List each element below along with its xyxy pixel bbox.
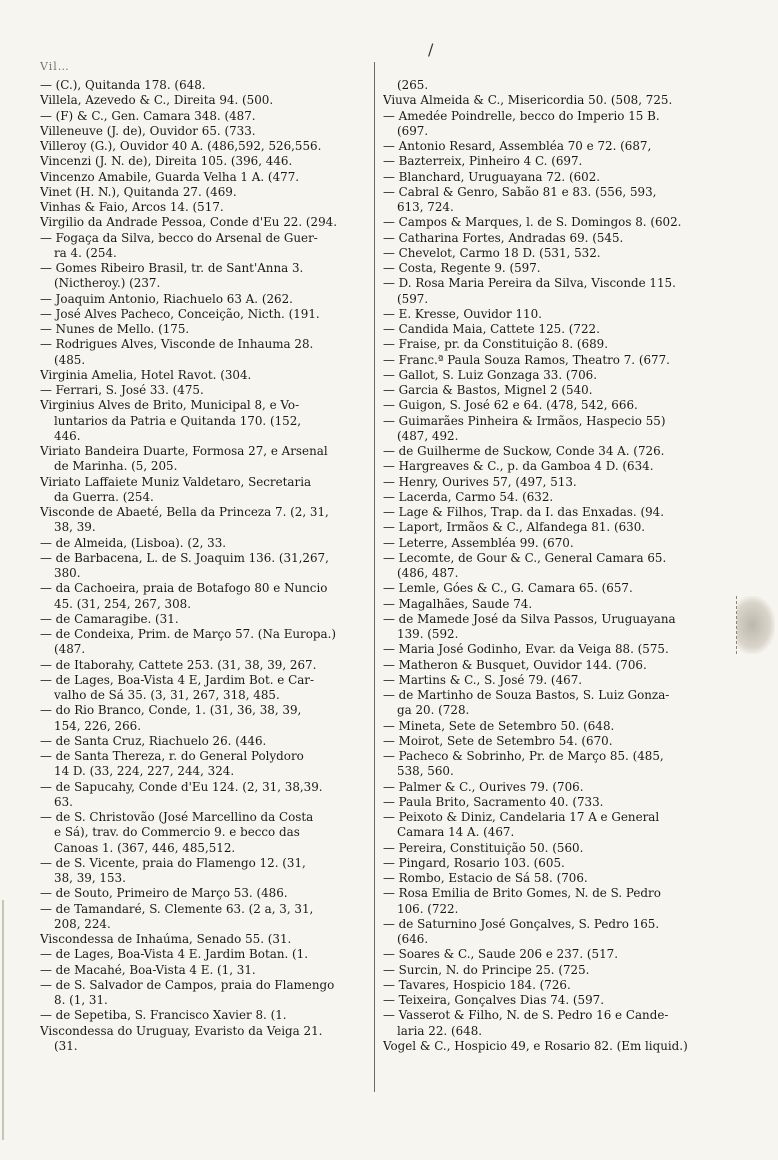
- directory-entry-line: — Rodrigues Alves, Visconde de Inhauma 28.: [40, 337, 314, 352]
- directory-entry-line: 154, 226, 266.: [54, 718, 141, 733]
- directory-entry-line: — Fraise, pr. da Constituição 8. (689.: [383, 337, 608, 352]
- directory-entry-line: — Guigon, S. José 62 e 64. (478, 542, 666.: [383, 398, 638, 413]
- directory-entry-line: (487, 492.: [397, 428, 459, 443]
- directory-entry-line: — E. Kresse, Ouvidor 110.: [383, 306, 542, 321]
- directory-entry-line: Viriato Laffaiete Muniz Valdetaro, Secretaria: [40, 474, 312, 489]
- directory-entry-line: Virginia Amelia, Hotel Ravot. (304.: [40, 367, 252, 382]
- directory-entry-line: — Ferrari, S. José 33. (475.: [40, 383, 204, 397]
- directory-entry-line: — Amedée Poindrelle, becco do Imperio 15 B.: [383, 108, 660, 123]
- directory-entry-line: — Lecomte, de Gour & C., General Camara 65.: [383, 550, 667, 565]
- directory-entry-line: — Leterre, Assembléa 99. (670.: [383, 535, 574, 550]
- directory-entry-line: — José Alves Pacheco, Conceição, Nicth. (191.: [40, 306, 320, 321]
- directory-entry-line: (31.: [54, 1038, 78, 1053]
- directory-entry-line: — Antonio Resard, Assembléa 70 e 72. (687,: [383, 139, 652, 153]
- directory-entry-line: — de Sepetiba, S. Francisco Xavier 8. (1.: [40, 1008, 287, 1023]
- directory-entry-line: — de Santa Thereza, r. do General Polydoro: [40, 749, 304, 763]
- pen-mark: /: [428, 40, 434, 59]
- directory-entry-line: Virgilio da Andrade Pessoa, Conde d'Eu 22. (294.: [40, 215, 338, 230]
- directory-entry-line: — Guimarães Pinheira & Irmãos, Haspecio 55): [383, 413, 666, 428]
- directory-entry-line: — de Saturnino José Gonçalves, S. Pedro 165.: [383, 916, 660, 931]
- directory-entry-line: — Surcin, N. do Principe 25. (725.: [383, 962, 590, 977]
- directory-entry-line: Viscondessa de Inhaúma, Senado 55. (31.: [40, 932, 292, 946]
- left-column: [40, 78, 370, 1054]
- directory-entry-line: — Magalhães, Saude 74.: [383, 596, 533, 611]
- directory-entry-line: — Lemle, Góes & C., G. Camara 65. (657.: [383, 581, 633, 596]
- directory-entry-line: — Bazterreix, Pinheiro 4 C. (697.: [383, 154, 583, 169]
- directory-entry-line: — Pereira, Constituição 50. (560.: [383, 840, 584, 855]
- directory-entry-line: — Costa, Regente 9. (597.: [383, 261, 541, 275]
- directory-entry-line: — de Condeixa, Prim. de Março 57. (Na Europa.): [40, 627, 337, 641]
- directory-entry-line: Viriato Bandeira Duarte, Formosa 27, e Arsenal: [40, 444, 328, 458]
- directory-entry-line: — Cabral & Genro, Sabão 81 e 83. (556, 593,: [383, 184, 657, 199]
- directory-entry-line: 8. (1, 31.: [54, 993, 108, 1007]
- directory-entry-line: — de Santa Cruz, Riachuelo 26. (446.: [40, 733, 267, 748]
- directory-entry-line: — de Mamede José da Silva Passos, Uruguayana: [383, 611, 676, 626]
- directory-entry-line: — de Souto, Primeiro de Março 53. (486.: [40, 886, 288, 901]
- directory-entry-line: Vincenzi (J. N. de), Direita 105. (396, 446.: [40, 154, 293, 169]
- directory-entry-line: — de Camaragibe. (31.: [40, 611, 179, 626]
- directory-entry-line: — Catharina Fortes, Andradas 69. (545.: [383, 230, 624, 245]
- directory-entry-line: — de Macahé, Boa-Vista 4 E. (1, 31.: [40, 962, 256, 977]
- directory-entry-line: — Blanchard, Uruguayana 72. (602.: [383, 169, 601, 184]
- directory-entry-line: Virginius Alves de Brito, Municipal 8, e Vo-: [40, 398, 300, 413]
- directory-entry-line: — Gomes Ribeiro Brasil, tr. de Sant'Anna 3.: [40, 261, 304, 275]
- directory-entry-line: ga 20. (728.: [397, 703, 470, 718]
- directory-entry-line: (485.: [54, 352, 86, 367]
- directory-entry-line: — Garcia & Bastos, Mignel 2 (540.: [383, 383, 593, 397]
- directory-entry-line: (597.: [397, 291, 429, 306]
- directory-entry-line: — Henry, Ourives 57, (497, 513.: [383, 474, 577, 489]
- directory-entry-line: — Vasserot & Filho, N. de S. Pedro 16 e Cande-: [383, 1008, 669, 1023]
- directory-entry-line: Vogel & C., Hospicio 49, e Rosario 82. (Em liquid.): [383, 1038, 688, 1053]
- directory-entry-line: — de Almeida, (Lisboa). (2, 33.: [40, 535, 227, 550]
- directory-entry-line: 38, 39, 153.: [54, 871, 126, 885]
- directory-entry-line: 208, 224.: [54, 916, 111, 931]
- directory-entry-line: laria 22. (648.: [397, 1023, 483, 1038]
- directory-entry-line: — de Itaborahy, Cattete 253. (31, 38, 39, 267.: [40, 657, 317, 672]
- directory-entry-line: 45. (31, 254, 267, 308.: [54, 596, 192, 611]
- directory-entry-line: — Tavares, Hospicio 184. (726.: [383, 977, 571, 992]
- directory-entry-line: (487.: [54, 642, 86, 657]
- directory-entry-line: 446.: [54, 428, 81, 443]
- directory-entry-line: — D. Rosa Maria Pereira da Silva, Visconde 115.: [383, 276, 676, 291]
- directory-entry-line: 63.: [54, 794, 73, 809]
- directory-entry-line: Vinet (H. N.), Quitanda 27. (469.: [40, 184, 237, 199]
- directory-entry-line: Canoas 1. (367, 446, 485,512.: [54, 840, 236, 855]
- directory-entry-line: — de Lages, Boa-Vista 4 E, Jardim Bot. e Car-: [40, 672, 314, 687]
- directory-entry-line: — Moirot, Sete de Setembro 54. (670.: [383, 733, 613, 748]
- directory-entry-line: — Chevelot, Carmo 18 D. (531, 532.: [383, 245, 601, 260]
- directory-entry-line: 106. (722.: [397, 901, 459, 916]
- directory-entry-line: 613, 724.: [397, 200, 454, 214]
- directory-entry-line: (Nictheroy.) (237.: [54, 276, 161, 291]
- directory-entry-line: (486, 487.: [397, 566, 459, 580]
- directory-entry-line: — Palmer & C., Ourives 79. (706.: [383, 779, 584, 794]
- directory-entry-line: Viuva Almeida & C., Misericordia 50. (508, 725.: [383, 93, 673, 108]
- directory-entry-line: Villela, Azevedo & C., Direita 94. (500.: [40, 93, 274, 108]
- directory-entry-line: — Gallot, S. Luiz Gonzaga 33. (706.: [383, 367, 597, 382]
- directory-entry-line: — de Lages, Boa-Vista 4 E. Jardim Botan. (1.: [40, 947, 309, 962]
- directory-entry-line: — Campos & Marques, l. de S. Domingos 8. (602.: [383, 215, 682, 230]
- directory-entry-line: — Pacheco & Sobrinho, Pr. de Março 85. (485,: [383, 749, 664, 763]
- directory-entry-line: ra 4. (254.: [54, 245, 117, 260]
- directory-entry-line: (265.: [397, 78, 429, 92]
- directory-entry-line: — de Tamandaré, S. Clemente 63. (2 a, 3, 31,: [40, 901, 314, 916]
- directory-entry-line: Villeroy (G.), Ouvidor 40 A. (486,592, 526,556.: [40, 139, 322, 153]
- directory-entry-line: Villeneuve (J. de), Ouvidor 65. (733.: [40, 123, 256, 138]
- directory-entry-line: Visconde de Abaeté, Bella da Princeza 7. (2, 31,: [40, 505, 329, 519]
- directory-entry-line: 380.: [54, 566, 81, 580]
- directory-entry-line: — Peixoto & Diniz, Candelaria 17 A e General: [383, 810, 660, 824]
- directory-entry-line: Viscondessa do Uruguay, Evaristo da Veiga 21.: [40, 1023, 323, 1038]
- directory-entry-line: — de Martinho de Souza Bastos, S. Luiz Gonza-: [383, 688, 670, 702]
- directory-entry-line: (697.: [397, 123, 429, 138]
- page-blemish: [736, 596, 775, 654]
- directory-entry-line: — Matheron & Busquet, Ouvidor 144. (706.: [383, 657, 647, 672]
- directory-entry-line: — de S. Vicente, praia do Flamengo 12. (31,: [40, 855, 306, 870]
- directory-entry-line: — Rombo, Estacio de Sá 58. (706.: [383, 871, 588, 885]
- directory-entry-line: — (F) & C., Gen. Camara 348. (487.: [40, 108, 256, 123]
- directory-entry-line: 538, 560.: [397, 764, 454, 779]
- directory-entry-line: — Lacerda, Carmo 54. (632.: [383, 489, 554, 504]
- page-edge: [2, 900, 4, 1140]
- directory-entry-line: — Hargreaves & C., p. da Gamboa 4 D. (634.: [383, 459, 654, 474]
- directory-entry-line: luntarios da Patria e Quitanda 170. (152,: [54, 413, 302, 428]
- directory-entry-line: 38, 39.: [54, 520, 96, 535]
- directory-entry-line: — Fogaça da Silva, becco do Arsenal de Guer-: [40, 230, 318, 245]
- directory-entry-line: — Pingard, Rosario 103. (605.: [383, 855, 565, 870]
- directory-entry-line: (646.: [397, 932, 429, 946]
- directory-entry-line: — Paula Brito, Sacramento 40. (733.: [383, 794, 604, 809]
- directory-entry-line: — Maria José Godinho, Evar. da Veiga 88. (575.: [383, 642, 669, 657]
- directory-entry-line: — Laport, Irmãos & C., Alfandega 81. (630.: [383, 520, 646, 535]
- directory-entry-line: — Candida Maia, Cattete 125. (722.: [383, 322, 600, 336]
- directory-entry-line: — Soares & C., Saude 206 e 237. (517.: [383, 947, 619, 962]
- column-divider: [374, 62, 375, 1092]
- right-column: [383, 78, 743, 1054]
- directory-entry-line: — do Rio Branco, Conde, 1. (31, 36, 38, 39,: [40, 703, 302, 718]
- directory-entry-line: Camara 14 A. (467.: [397, 825, 515, 840]
- running-header: Vil…: [40, 60, 70, 73]
- directory-entry-line: — Franc.ª Paula Souza Ramos, Theatro 7. (677.: [383, 352, 670, 367]
- directory-entry-line: valho de Sá 35. (3, 31, 267, 318, 485.: [54, 688, 280, 702]
- directory-entry-line: — Joaquim Antonio, Riachuelo 63 A. (262.: [40, 291, 293, 306]
- directory-entry-line: — Lage & Filhos, Trap. da I. das Enxadas. (94.: [383, 505, 665, 519]
- directory-entry-line: 14 D. (33, 224, 227, 244, 324.: [54, 764, 235, 779]
- directory-entry-line: de Marinha. (5, 205.: [54, 459, 178, 474]
- directory-entry-line: Vinhas & Faio, Arcos 14. (517.: [40, 200, 224, 214]
- directory-entry-line: — de Barbacena, L. de S. Joaquim 136. (31,267,: [40, 550, 329, 565]
- directory-entry-line: — de S. Christovão (José Marcellino da Costa: [40, 810, 314, 824]
- directory-entry-line: — de Guilherme de Suckow, Conde 34 A. (726.: [383, 444, 665, 458]
- directory-entry-line: — (C.), Quitanda 178. (648.: [40, 78, 206, 92]
- directory-entry-line: e Sá), trav. do Commercio 9. e becco das: [54, 825, 300, 840]
- directory-entry-line: — Martins & C., S. José 79. (467.: [383, 672, 583, 687]
- directory-entry-line: da Guerra. (254.: [54, 489, 154, 504]
- directory-entry-line: — Teixeira, Gonçalves Dias 74. (597.: [383, 993, 605, 1007]
- directory-entry-line: — Mineta, Sete de Setembro 50. (648.: [383, 718, 615, 733]
- directory-entry-line: — da Cachoeira, praia de Botafogo 80 e Nuncio: [40, 581, 328, 596]
- directory-entry-line: 139. (592.: [397, 627, 459, 641]
- directory-entry-line: Vincenzo Amabile, Guarda Velha 1 A. (477.: [40, 169, 300, 184]
- directory-entry-line: — de Sapucahy, Conde d'Eu 124. (2, 31, 38,39.: [40, 779, 323, 794]
- directory-entry-line: — Rosa Emilia de Brito Gomes, N. de S. Pedro: [383, 886, 661, 901]
- directory-entry-line: — Nunes de Mello. (175.: [40, 322, 190, 336]
- directory-entry-line: — de S. Salvador de Campos, praia do Flamengo: [40, 977, 335, 992]
